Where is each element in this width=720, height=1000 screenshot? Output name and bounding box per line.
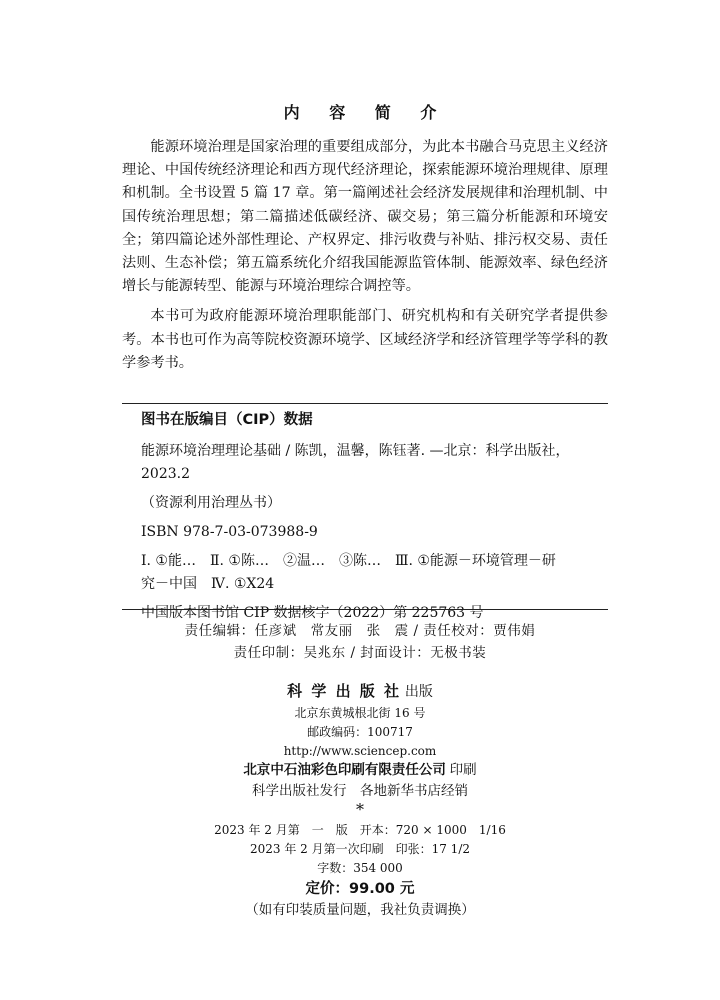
credits-editors: 责任编辑：任彦斌 常友丽 张 震 / 责任校对：贾伟娟	[184, 623, 536, 639]
credits-block	[0, 620, 720, 664]
quality-note: （如有印装质量问题，我社负责调换）	[245, 902, 475, 918]
cip-series: （资源利用治理丛书）	[141, 495, 281, 511]
credits-printing-design: 责任印制：吴兆东 / 封面设计：无极书装	[233, 645, 487, 661]
publication-info	[0, 682, 720, 920]
cip-title-line: 能源环境治理理论基础 / 陈凯，温馨，陈钰著. —北京：科学出版社，	[141, 443, 570, 459]
cip-isbn: ISBN 978-7-03-073988-9	[141, 524, 318, 540]
book-introduction	[122, 136, 608, 382]
cip-top-divider	[122, 403, 608, 404]
intro-paragraph-2: 本书可为政府能源环境治理职能部门、研究机构和有关研究学者提供参考。本书也可作为高等院校资源环境学、区域经济学和经济管理学等学科的教学参考书。	[122, 308, 608, 371]
publisher-line	[0, 682, 720, 702]
price: 定价：99.00 元	[305, 881, 415, 897]
cip-classification-line-2: 究－中国 Ⅳ. ①X24	[141, 576, 275, 592]
publisher-website: http://www.sciencep.com	[283, 744, 437, 758]
separator-star: *	[356, 800, 364, 819]
intro-paragraph-1: 能源环境治理是国家治理的重要组成部分，为此本书融合马克思主义经济理论、中国传统经济理论和西方现代经济理论，探索能源环境治理规律、原理和机制。全书设置 5 篇 17 章。第一篇阐述社会经济发展规律和治理机制、中国传统治理思想；第二篇描述低碳经济、碳交易；第三篇分析能源和环境安全；第四篇论述外部性理论、产权界定、排污收费与补贴、排污权交易、责任法则、生态补偿；第五篇系统化介绍我国能源监管体制、能源效率、绿色经济增长与能源转型、能源与环境治理综合调控等。	[122, 139, 608, 295]
cip-bottom-divider	[122, 609, 608, 610]
cip-heading: 图书在版编目（CIP）数据	[141, 412, 313, 428]
cip-classification-line-1: Ⅰ. ①能… Ⅱ. ①陈… ②温… ③陈… Ⅲ. ①能源－环境管理－研	[141, 553, 556, 569]
cip-number: 中国版本图书馆 CIP 数据核字（2022）第 225763 号	[141, 605, 484, 621]
printer-suffix: 印刷	[449, 762, 477, 778]
edition-line: 2023 年 2 月第 一 版 开本：720 × 1000 1/16	[214, 823, 506, 837]
publisher-suffix: 出版	[404, 684, 433, 700]
printer-name: 北京中石油彩色印刷有限责任公司	[243, 762, 446, 778]
publisher-postcode: 邮政编码：100717	[307, 725, 413, 739]
word-count: 字数：354 000	[317, 861, 403, 875]
printer-line	[0, 761, 720, 780]
printing-line: 2023 年 2 月第一次印刷 印张：17 1/2	[249, 842, 470, 856]
publisher-name: 科 学 出 版 社	[287, 682, 402, 700]
section-title: 内 容 简 介	[283, 103, 449, 122]
distribution-line: 科学出版社发行 各地新华书店经销	[252, 783, 468, 799]
cip-data-block	[141, 409, 611, 625]
publisher-address: 北京东黄城根北街 16 号	[294, 706, 426, 720]
cip-year-line: 2023.2	[141, 466, 190, 482]
